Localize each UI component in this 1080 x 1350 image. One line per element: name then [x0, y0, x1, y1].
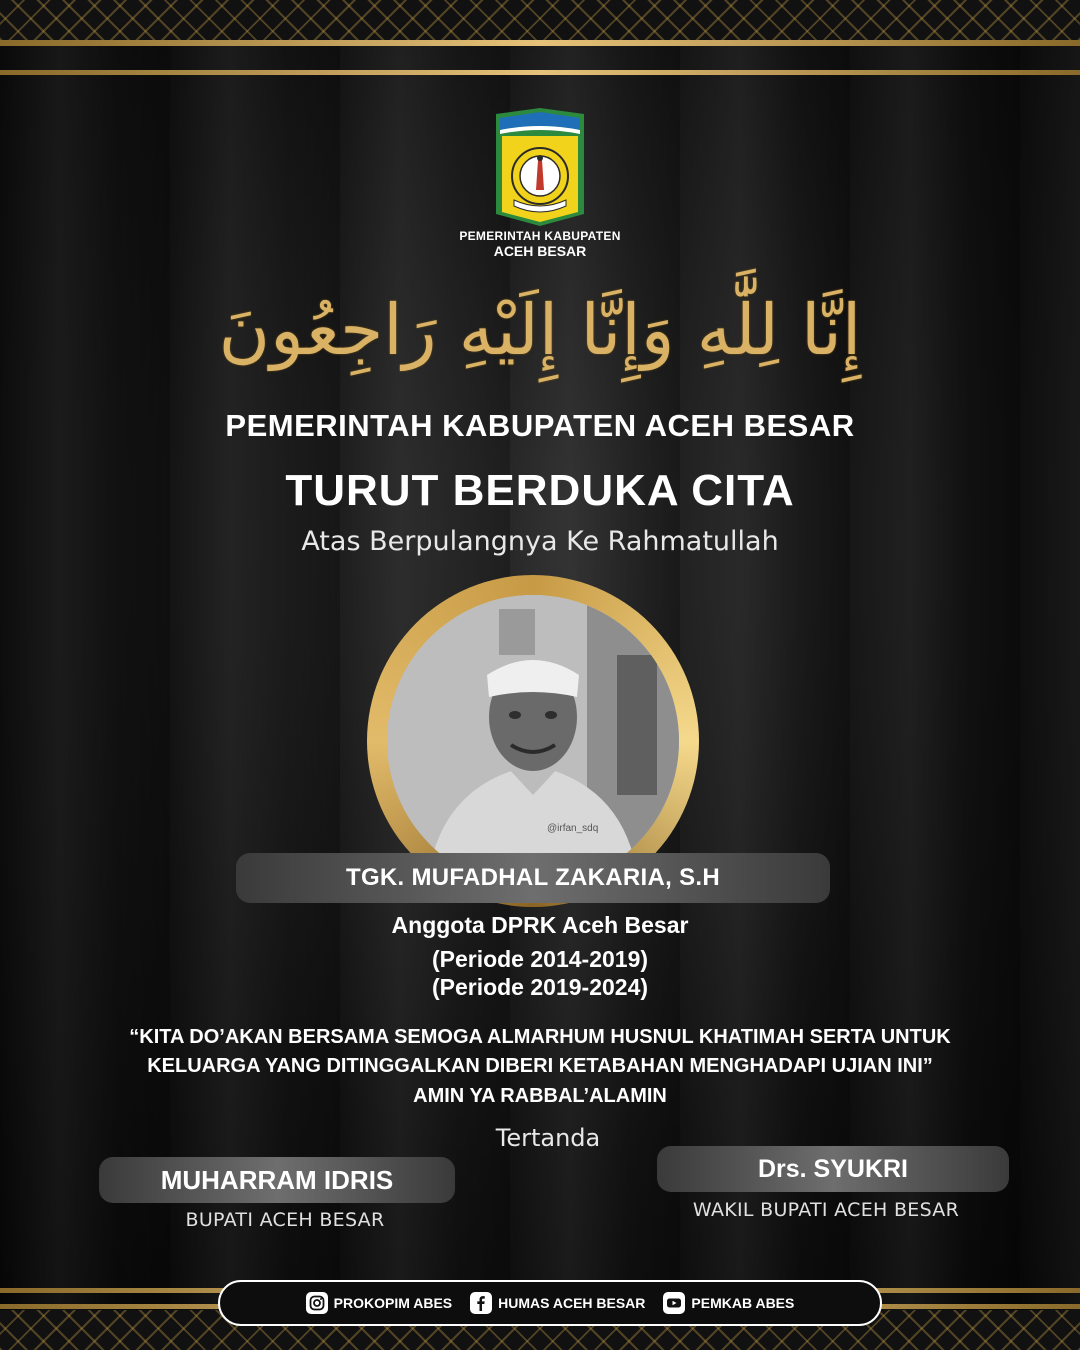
- signatory-name-wakil: Drs. SYUKRI: [657, 1146, 1009, 1192]
- top-ornament-border: [0, 0, 1080, 40]
- youtube-label: PEMKAB ABES: [691, 1295, 795, 1311]
- arabic-calligraphy: إِنَّا لِلَّٰهِ وَإِنَّا إِلَيْهِ رَاجِعُونَ: [218, 289, 862, 371]
- period-1: (Periode 2014-2019): [431, 946, 649, 972]
- logo-org-line1: PEMERINTAH KABUPATEN: [459, 229, 621, 243]
- government-title: PEMERINTAH KABUPATEN ACEH BESAR: [225, 408, 855, 443]
- aceh-besar-emblem-icon: [492, 108, 588, 226]
- gold-line: [0, 70, 1080, 75]
- social-facebook[interactable]: [470, 1292, 645, 1314]
- signature-label: Tertanda: [495, 1124, 601, 1152]
- social-instagram[interactable]: [306, 1292, 453, 1314]
- signatory-name-bupati: MUHARRAM IDRIS: [99, 1157, 455, 1203]
- gold-line: [0, 40, 1080, 46]
- signatory-title-wakil: WAKIL BUPATI ACEH BESAR: [692, 1199, 960, 1221]
- deceased-portrait: [387, 595, 679, 887]
- period-2: (Periode 2019-2024): [431, 974, 649, 1000]
- deceased-name: TGK. MUFADHAL ZAKARIA, S.H: [236, 853, 830, 903]
- instagram-label: PROKOPIM ABES: [333, 1295, 453, 1311]
- condolence-heading: TURUT BERDUKA CITA: [285, 466, 795, 515]
- deceased-position: Anggota DPRK Aceh Besar: [391, 912, 689, 938]
- logo-org-line2: ACEH BESAR: [493, 243, 587, 259]
- condolence-subheading: Atas Berpulangnya Ke Rahmatullah: [301, 526, 779, 557]
- social-media-bar: [218, 1280, 882, 1326]
- social-youtube[interactable]: [663, 1292, 794, 1314]
- prayer-line-3: AMIN YA RABBAL’ALAMIN: [413, 1085, 667, 1107]
- instagram-icon: [306, 1292, 328, 1314]
- prayer-line-1: “KITA DO’AKAN BERSAMA SEMOGA ALMARHUM HUSNUL KHATIMAH SERTA UNTUK: [129, 1026, 951, 1048]
- signatory-title-bupati: BUPATI ACEH BESAR: [185, 1209, 385, 1231]
- facebook-label: HUMAS ACEH BESAR: [498, 1295, 646, 1311]
- youtube-icon: [663, 1292, 685, 1314]
- facebook-icon: [470, 1292, 492, 1314]
- prayer-line-2: KELUARGA YANG DITINGGALKAN DIBERI KETABAHAN MENGHADAPI UJIAN INI”: [147, 1055, 933, 1077]
- photo-watermark: @irfan_sdq: [547, 823, 599, 834]
